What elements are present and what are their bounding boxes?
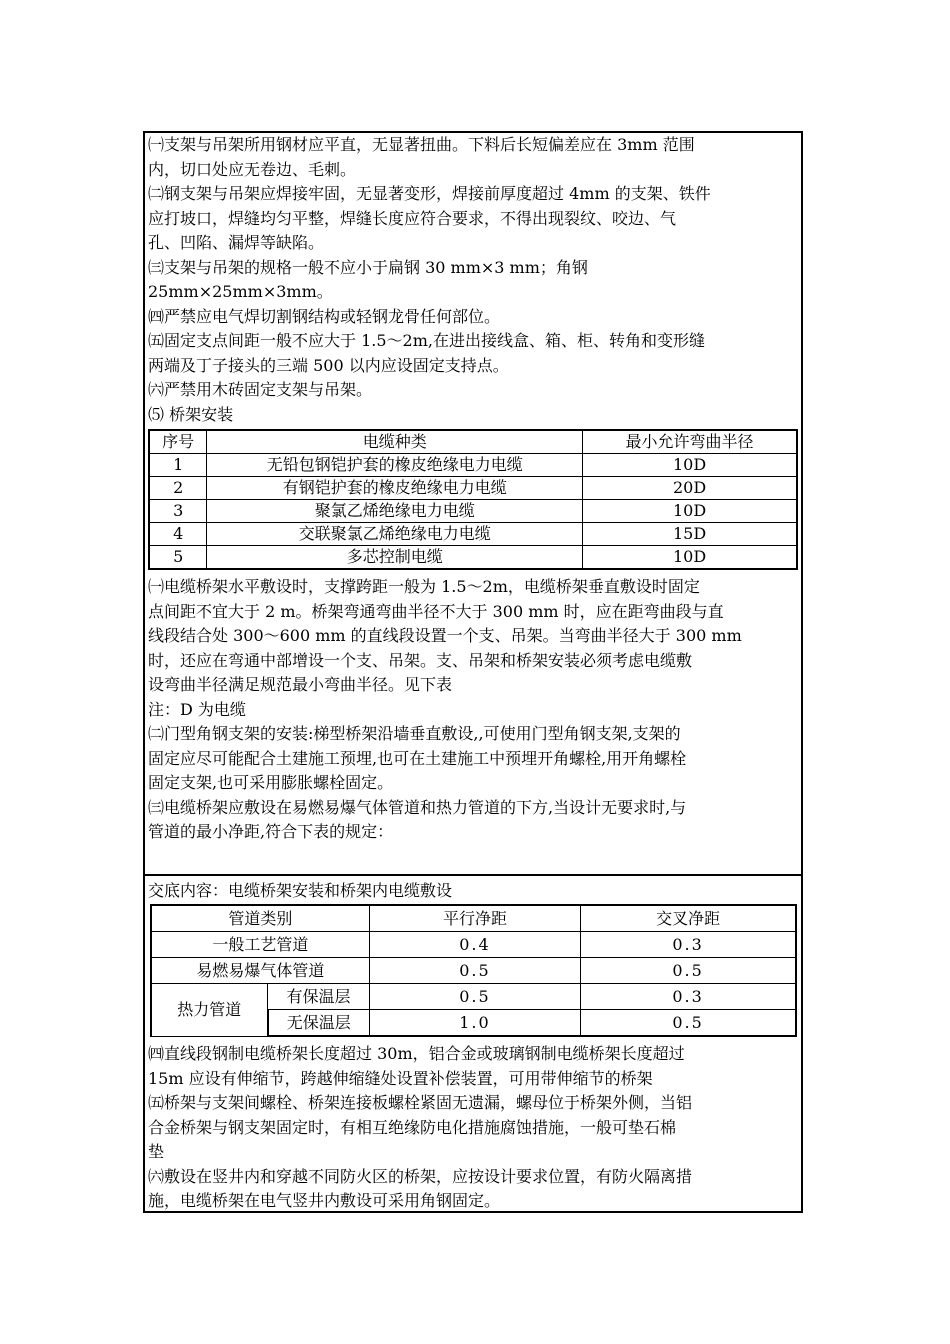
column-header: 交叉净距 [581, 905, 796, 932]
table-cell: 0.4 [369, 932, 580, 958]
table-cell: 一般工艺管道 [151, 932, 369, 958]
table-cell: 无保温层 [268, 1010, 370, 1037]
column-header: 电缆种类 [207, 430, 583, 454]
text-line: ㈠电缆桥架水平敷设时，支撑跨距一般为 1.5～2m，电缆桥架垂直敷设时固定 [148, 577, 700, 596]
text-line: 注：D 为电缆 [148, 699, 246, 719]
column-header: 平行净距 [369, 905, 580, 932]
text-line: ㈥敷设在竖井内和穿越不同防火区的桥架，应按设计要求位置，有防火隔离措 [148, 1166, 693, 1186]
document-frame [143, 131, 803, 1213]
table-cell: 多芯控制电缆 [207, 546, 583, 570]
table-cell: 2 [149, 477, 207, 500]
text-line: 固定应尽可能配合土建施工预埋,也可在土建施工中预埋开角螺栓,用开角螺栓 [148, 748, 687, 768]
text-line: ㈤桥架与支架间螺栓、桥架连接板螺栓紧固无遗漏，螺母位于桥架外侧，当铝 [148, 1093, 693, 1112]
table-row [151, 958, 796, 984]
column-header: 最小允许弯曲半径 [583, 430, 797, 454]
table-cell: 0.3 [581, 984, 796, 1010]
text-line: 施，电缆桥架在电气竖井内敷设可采用角钢固定。 [148, 1191, 501, 1210]
table-cell: 4 [149, 523, 207, 546]
text-line: 固定支架,也可采用膨胀螺栓固定。 [148, 773, 394, 792]
text-line: ㈠支架与吊架所用钢材应平直，无显著扭曲。下料后长短偏差应在 3mm 范围 [148, 135, 695, 154]
pipe-clearance-table [150, 904, 797, 1037]
table-cell: 10D [583, 454, 797, 477]
text-line: ㈤固定支点间距一般不应大于 1.5～2m,在进出接线盒、箱、柜、转角和变形缝 [148, 331, 705, 350]
text-line: 孔、凹陷、漏焊等缺陷。 [148, 233, 325, 252]
table-row [149, 454, 797, 477]
table-header-row [149, 430, 797, 454]
table-cell: 热力管道 [151, 984, 268, 1037]
text-line: 点间距不宜大于 2 m。桥架弯通弯曲半径不大于 300 mm 时，应在距弯曲段与直 [148, 601, 724, 621]
table-cell: 有钢铠护套的橡皮绝缘电力电缆 [207, 477, 583, 500]
table-cell: 有保温层 [268, 984, 370, 1010]
table-row [149, 523, 797, 546]
text-line: 线段结合处 300～600 mm 的直线段设置一个支、吊架。当弯曲半径大于 300 mm [148, 626, 742, 645]
table-cell: 20D [583, 477, 797, 500]
table-cell: 聚氯乙烯绝缘电力电缆 [207, 500, 583, 523]
text-line: 设弯曲半径满足规范最小弯曲半径。见下表 [148, 675, 453, 694]
text-line: 两端及丁子接头的三端 500 以内应设固定支持点。 [148, 355, 509, 375]
text-line: ⑸ 桥架安装 [148, 404, 234, 424]
text-line: ㈥严禁用木砖固定支架与吊架。 [148, 380, 373, 399]
tray-notes-text [148, 1042, 802, 1214]
text-line: 垫 [148, 1142, 165, 1161]
table-cell: 1 [149, 454, 207, 477]
table-row [151, 984, 796, 1010]
table-header-row [151, 905, 796, 932]
text-line: ㈣严禁应电气焊切割钢结构或轻钢龙骨任何部位。 [148, 306, 501, 326]
column-header: 序号 [149, 430, 207, 454]
table-cell: 0.3 [581, 932, 796, 958]
column-header: 管道类别 [151, 905, 369, 932]
text-line: ㈢电缆桥架应敷设在易燃易爆气体管道和热力管道的下方,当设计无要求时,与 [148, 797, 687, 817]
table-cell: 15D [583, 523, 797, 546]
tray-installation-text [148, 575, 802, 845]
text-line: 时，还应在弯通中部增设一个支、吊架。支、吊架和桥架安装必须考虑电缆敷 [148, 650, 693, 670]
text-line: 15m 应设有伸缩节，跨越伸缩缝处设置补偿装置，可用带伸缩节的桥架 [148, 1068, 653, 1088]
text-line: ㈢支架与吊架的规格一般不应小于扁钢 30 mm×3 mm；角钢 [148, 257, 588, 277]
text-line: 25mm×25mm×3mm。 [148, 282, 333, 301]
text-line: 管道的最小净距,符合下表的规定： [148, 822, 394, 841]
table-cell: 10D [583, 500, 797, 523]
table-cell: 5 [149, 546, 207, 570]
section-title: 交底内容：电缆桥架安装和桥架内电缆敷设 [148, 881, 453, 900]
table-cell: 0.5 [581, 1010, 796, 1037]
text-line: ㈡门型角钢支架的安装:梯型桥架沿墙垂直敷设,,可使用门型角钢支架,支架的 [148, 724, 681, 743]
table-cell: 易燃易爆气体管道 [151, 958, 369, 984]
table-row [149, 500, 797, 523]
table-cell: 0.5 [369, 958, 580, 984]
table-cell: 无铅包钢铠护套的橡皮绝缘电力电缆 [207, 454, 583, 477]
text-line: 合金桥架与钢支架固定时，有相互绝缘防电化措施腐蚀措施，一般可垫石棉 [148, 1117, 677, 1137]
table-row [149, 477, 797, 500]
text-line: ㈣直线段钢制电缆桥架长度超过 30m，铝合金或玻璃钢制电缆桥架长度超过 [148, 1044, 685, 1063]
table-cell: 0.5 [369, 984, 580, 1010]
table-cell: 1.0 [369, 1010, 580, 1037]
text-line: 应打坡口，焊缝均匀平整，焊缝长度应符合要求，不得出现裂纹、咬边、气 [148, 208, 677, 228]
section-divider [145, 874, 801, 876]
table-cell: 交联聚氯乙烯绝缘电力电缆 [207, 523, 583, 546]
table-cell: 0.5 [581, 958, 796, 984]
table-cell: 3 [149, 500, 207, 523]
bending-radius-table [148, 429, 798, 570]
table-row [149, 546, 797, 570]
bracket-requirements-text [148, 133, 802, 427]
table-cell: 10D [583, 546, 797, 570]
text-line: 内，切口处应无卷边、毛刺。 [148, 159, 357, 179]
text-line: ㈡钢支架与吊架应焊接牢固，无显著变形，焊接前厚度超过 4mm 的支架、铁件 [148, 184, 711, 203]
table-row [151, 932, 796, 958]
